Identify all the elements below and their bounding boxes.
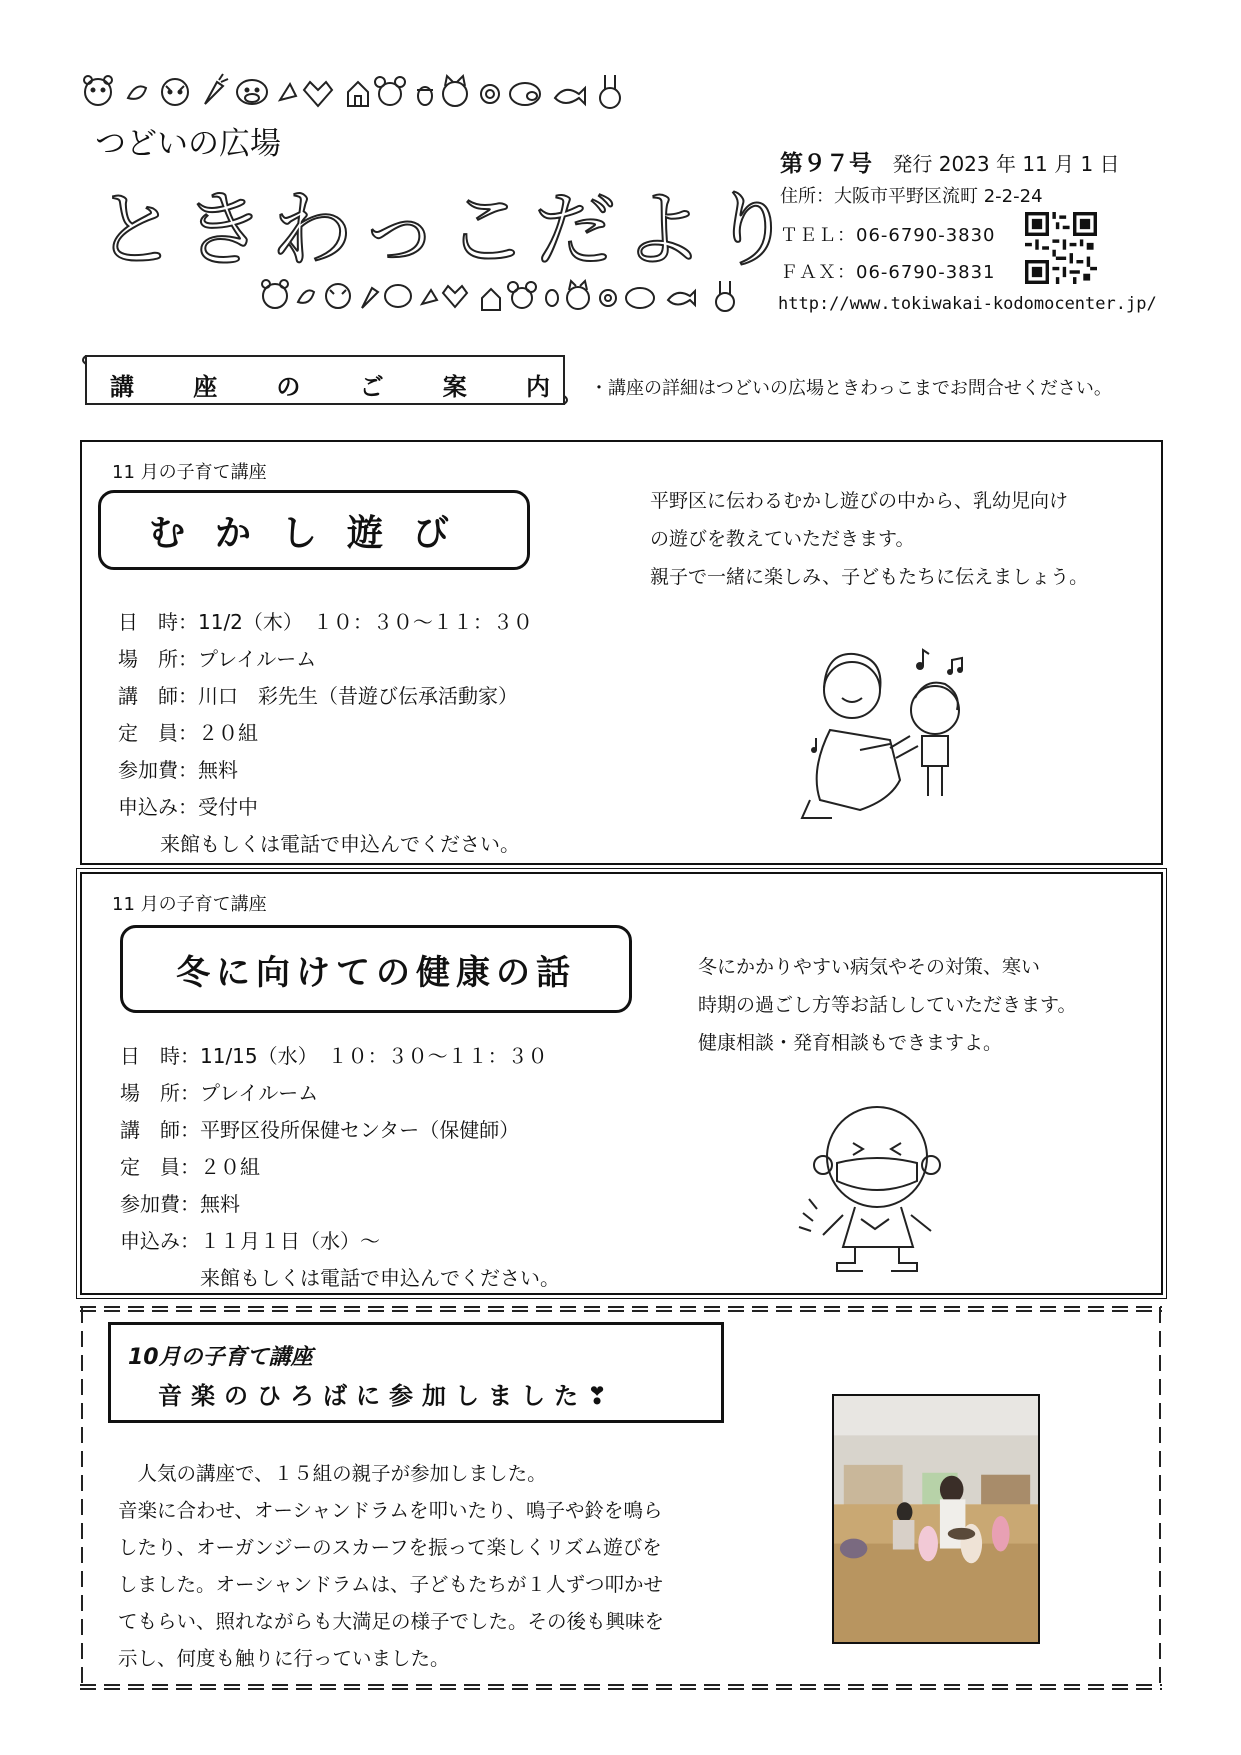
course-title xyxy=(98,490,530,570)
description-line: 冬にかかりやすい病気やその対策、寒い xyxy=(698,956,1041,978)
course-instructor: 講 師：平野区役所保健センター（保健師） xyxy=(120,1118,520,1142)
course-place: 場 所：プレイルーム xyxy=(120,1081,319,1105)
bear-icon xyxy=(84,76,112,105)
report-body-line: しました。オーシャンドラムは、子どもたちが１人ずつ叩かせ xyxy=(118,1573,664,1596)
boar-icon xyxy=(510,83,540,105)
banner-note: ・講座の詳細はつどいの広場ときわっこまでお問合せください。 xyxy=(590,378,1112,399)
course-title xyxy=(120,925,632,1013)
report-body xyxy=(118,1455,738,1677)
mother-child-clapping-illustration xyxy=(790,640,1000,825)
report-body-line: 示し、何度も触りに行っていました。 xyxy=(118,1647,450,1670)
leaf-icon xyxy=(280,84,296,100)
newsletter-title: ときわっこだより xyxy=(95,183,799,278)
description-line: 親子で一緒に楽しみ、子どもたちに伝えましょう。 xyxy=(650,566,1089,588)
rabbit-icon xyxy=(600,75,620,108)
course-date: 日 時：11/15（水） １０：３０〜１１：３０ xyxy=(120,1044,548,1068)
website-url[interactable]: http://www.tokiwakai-kodomocenter.jp/ xyxy=(778,294,1157,314)
report-body-line: 音楽に合わせ、オーシャンドラムを叩いたり、鳴子や鈴を鳴ら xyxy=(118,1499,663,1522)
acorn-icon xyxy=(546,290,558,306)
carrot-icon xyxy=(205,74,228,104)
snail-icon xyxy=(600,290,616,306)
cat-icon xyxy=(443,76,467,106)
leaf-icon xyxy=(422,290,437,304)
event-photo-image xyxy=(834,1396,1038,1642)
banner-char: ご xyxy=(359,372,384,401)
boar-icon xyxy=(626,288,654,308)
course-date: 日 時：11/2（木） １０：３０〜１１：３０ xyxy=(118,610,533,634)
course-capacity: 定 員：２０組 xyxy=(118,721,258,745)
issue-date: 発行 2023 年 11 月 1 日 xyxy=(892,152,1120,176)
fox-icon xyxy=(443,286,467,307)
tiger-icon xyxy=(326,284,350,308)
description-line: 健康相談・発育相談もできますよ。 xyxy=(698,1032,1003,1054)
course-fee: 参加費：無料 xyxy=(118,758,238,782)
course-application-note: 来館もしくは電話で申込んでください。 xyxy=(120,1266,560,1290)
fox-icon xyxy=(304,82,332,106)
course-label: 11 月の子育て講座 xyxy=(112,462,267,483)
event-photo xyxy=(832,1394,1040,1644)
mouse-icon xyxy=(375,77,405,105)
address: 住所：大阪市平野区流町 2-2-24 xyxy=(780,186,1043,207)
course-application: 申込み：１１月１日（水）〜 xyxy=(120,1229,380,1253)
newsletter-subtitle: つどいの広場 xyxy=(95,126,281,162)
fish-icon xyxy=(555,88,585,104)
mouse-icon xyxy=(508,282,536,308)
house-icon xyxy=(348,82,368,106)
tiger-icon xyxy=(162,79,188,105)
description-line: 平野区に伝わるむかし遊びの中から、乳幼児向け xyxy=(650,490,1069,512)
banner-char: 講 xyxy=(110,372,134,401)
fish-icon xyxy=(668,291,695,305)
animal-decoration-row-top xyxy=(80,68,700,114)
report-title: 音楽のひろばに参加しました❣ xyxy=(158,1382,617,1410)
leaf-icon xyxy=(298,290,314,303)
phone-number: ＴＥＬ：06-6790-3830 xyxy=(780,225,996,246)
course-place: 場 所：プレイルーム xyxy=(118,647,317,671)
course-label: 11 月の子育て講座 xyxy=(112,894,267,915)
course-instructor: 講 師：川口 彩先生（昔遊び伝承活動家） xyxy=(118,684,518,708)
course-title-text: 冬に向けての健康の話 xyxy=(176,952,576,993)
course-title-text: むかし遊び xyxy=(148,512,479,554)
course-application-note: 来館もしくは電話で申込んでください。 xyxy=(140,832,520,856)
animal-decoration-row-bottom xyxy=(260,268,755,318)
description-line: 時期の過ごし方等お話ししていただきます。 xyxy=(698,994,1077,1016)
fax-number: ＦＡＸ：06-6790-3831 xyxy=(780,262,996,283)
qr-code-icon xyxy=(1025,212,1097,284)
house-icon xyxy=(482,289,500,310)
report-body-line: したり、オーガンジーのスカーフを振って楽しくリズム遊びを xyxy=(118,1536,662,1559)
leaf-icon xyxy=(128,86,146,99)
description-line: の遊びを教えていただきます。 xyxy=(650,528,915,550)
cat-icon xyxy=(567,281,589,309)
bear-icon xyxy=(262,280,288,308)
banner-char: 座 xyxy=(193,372,218,401)
course-capacity: 定 員：２０組 xyxy=(120,1155,260,1179)
course-description xyxy=(698,948,1076,1062)
course-description xyxy=(650,482,1088,596)
issue-info xyxy=(780,145,1120,178)
cow-icon xyxy=(385,285,411,307)
report-body-line: 人気の講座で、１５組の親子が参加しました。 xyxy=(118,1462,547,1485)
course-application: 申込み：受付中 xyxy=(118,795,258,819)
course-fee: 参加費：無料 xyxy=(120,1192,240,1216)
masked-child-illustration xyxy=(795,1095,960,1275)
banner-char: 案 xyxy=(442,372,467,401)
acorn-icon xyxy=(417,87,433,105)
section-banner-label xyxy=(110,360,550,408)
report-body-line: てもらい、照れながらも大満足の様子でした。その後も興味を xyxy=(118,1610,665,1633)
banner-char: の xyxy=(276,372,301,401)
carrot-icon xyxy=(362,288,378,308)
report-label: 10月の子育て講座 xyxy=(128,1345,313,1370)
cow-icon xyxy=(237,80,267,104)
issue-number: 第９７号 xyxy=(780,151,872,177)
banner-char: 内 xyxy=(525,372,550,401)
rabbit-icon xyxy=(716,281,734,311)
snail-icon xyxy=(481,85,499,103)
